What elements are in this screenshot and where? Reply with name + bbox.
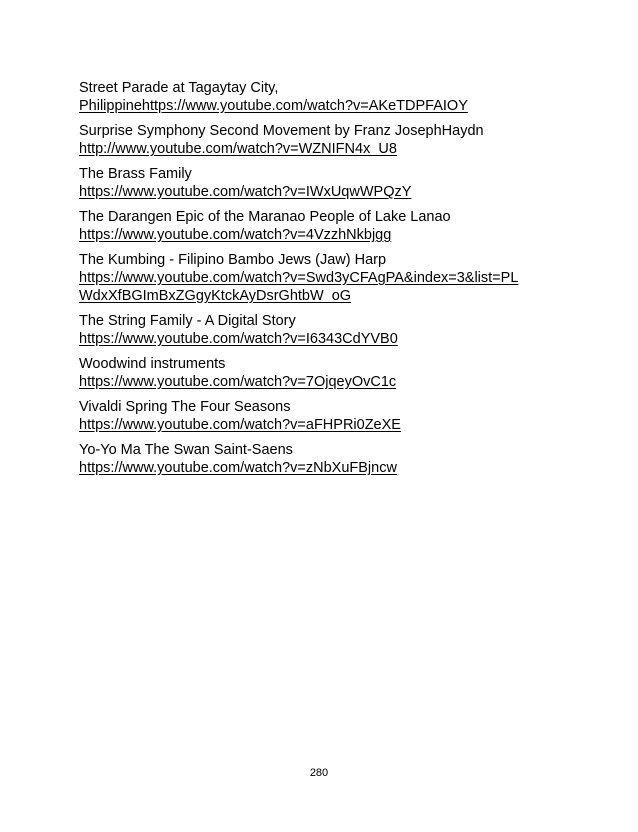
reference-url-link[interactable]: https://www.youtube.com/watch?v=4VzzhNkbjgg xyxy=(79,227,392,243)
page-number: 280 xyxy=(309,767,329,779)
reference-url-link[interactable]: https://www.youtube.com/watch?v=zNbXuFBjncw xyxy=(79,460,397,476)
reference-entry xyxy=(79,251,539,305)
reference-entry xyxy=(79,398,539,434)
reference-url-link[interactable]: https://www.youtube.com/watch?v=aFHPRi0ZeXE xyxy=(79,417,401,433)
reference-list xyxy=(79,79,539,484)
reference-title: Yo-Yo Ma The Swan Saint-Saens xyxy=(79,442,293,458)
reference-entry xyxy=(79,79,539,115)
reference-entry xyxy=(79,441,539,477)
reference-title: Street Parade at Tagaytay City, xyxy=(79,80,279,96)
reference-url-link[interactable]: http://www.youtube.com/watch?v=WZNIFN4x_U8 xyxy=(79,141,397,157)
reference-entry xyxy=(79,312,539,348)
reference-url-link[interactable]: https://www.youtube.com/watch?v=7OjqeyOvC1c xyxy=(79,374,397,390)
reference-url-link[interactable]: https://www.youtube.com/watch?v=Swd3yCFAgPA&index=3&list=PL xyxy=(79,270,519,286)
reference-entry xyxy=(79,165,539,201)
reference-url-link[interactable]: WdxXfBGImBxZGgyKtckAyDsrGhtbW_oG xyxy=(79,288,352,304)
reference-entry xyxy=(79,355,539,391)
reference-title: Woodwind instruments xyxy=(79,356,226,372)
reference-title: Surprise Symphony Second Movement by Franz JosephHaydn xyxy=(79,123,484,139)
reference-title: Vivaldi Spring The Four Seasons xyxy=(79,399,291,415)
reference-title: The Brass Family xyxy=(79,166,192,182)
reference-url-link[interactable]: Philippinehttps://www.youtube.com/watch?v=AKeTDPFAIOY xyxy=(79,98,468,114)
reference-title: The Darangen Epic of the Maranao People of Lake Lanao xyxy=(79,209,451,225)
reference-url-link[interactable]: https://www.youtube.com/watch?v=IWxUqwWPQzY xyxy=(79,184,412,200)
reference-entry xyxy=(79,208,539,244)
reference-url-link[interactable]: https://www.youtube.com/watch?v=I6343CdYVB0 xyxy=(79,331,398,347)
reference-title: The Kumbing - Filipino Bambo Jews (Jaw) Harp xyxy=(79,252,387,268)
reference-entry xyxy=(79,122,539,158)
reference-title: The String Family - A Digital Story xyxy=(79,313,296,329)
